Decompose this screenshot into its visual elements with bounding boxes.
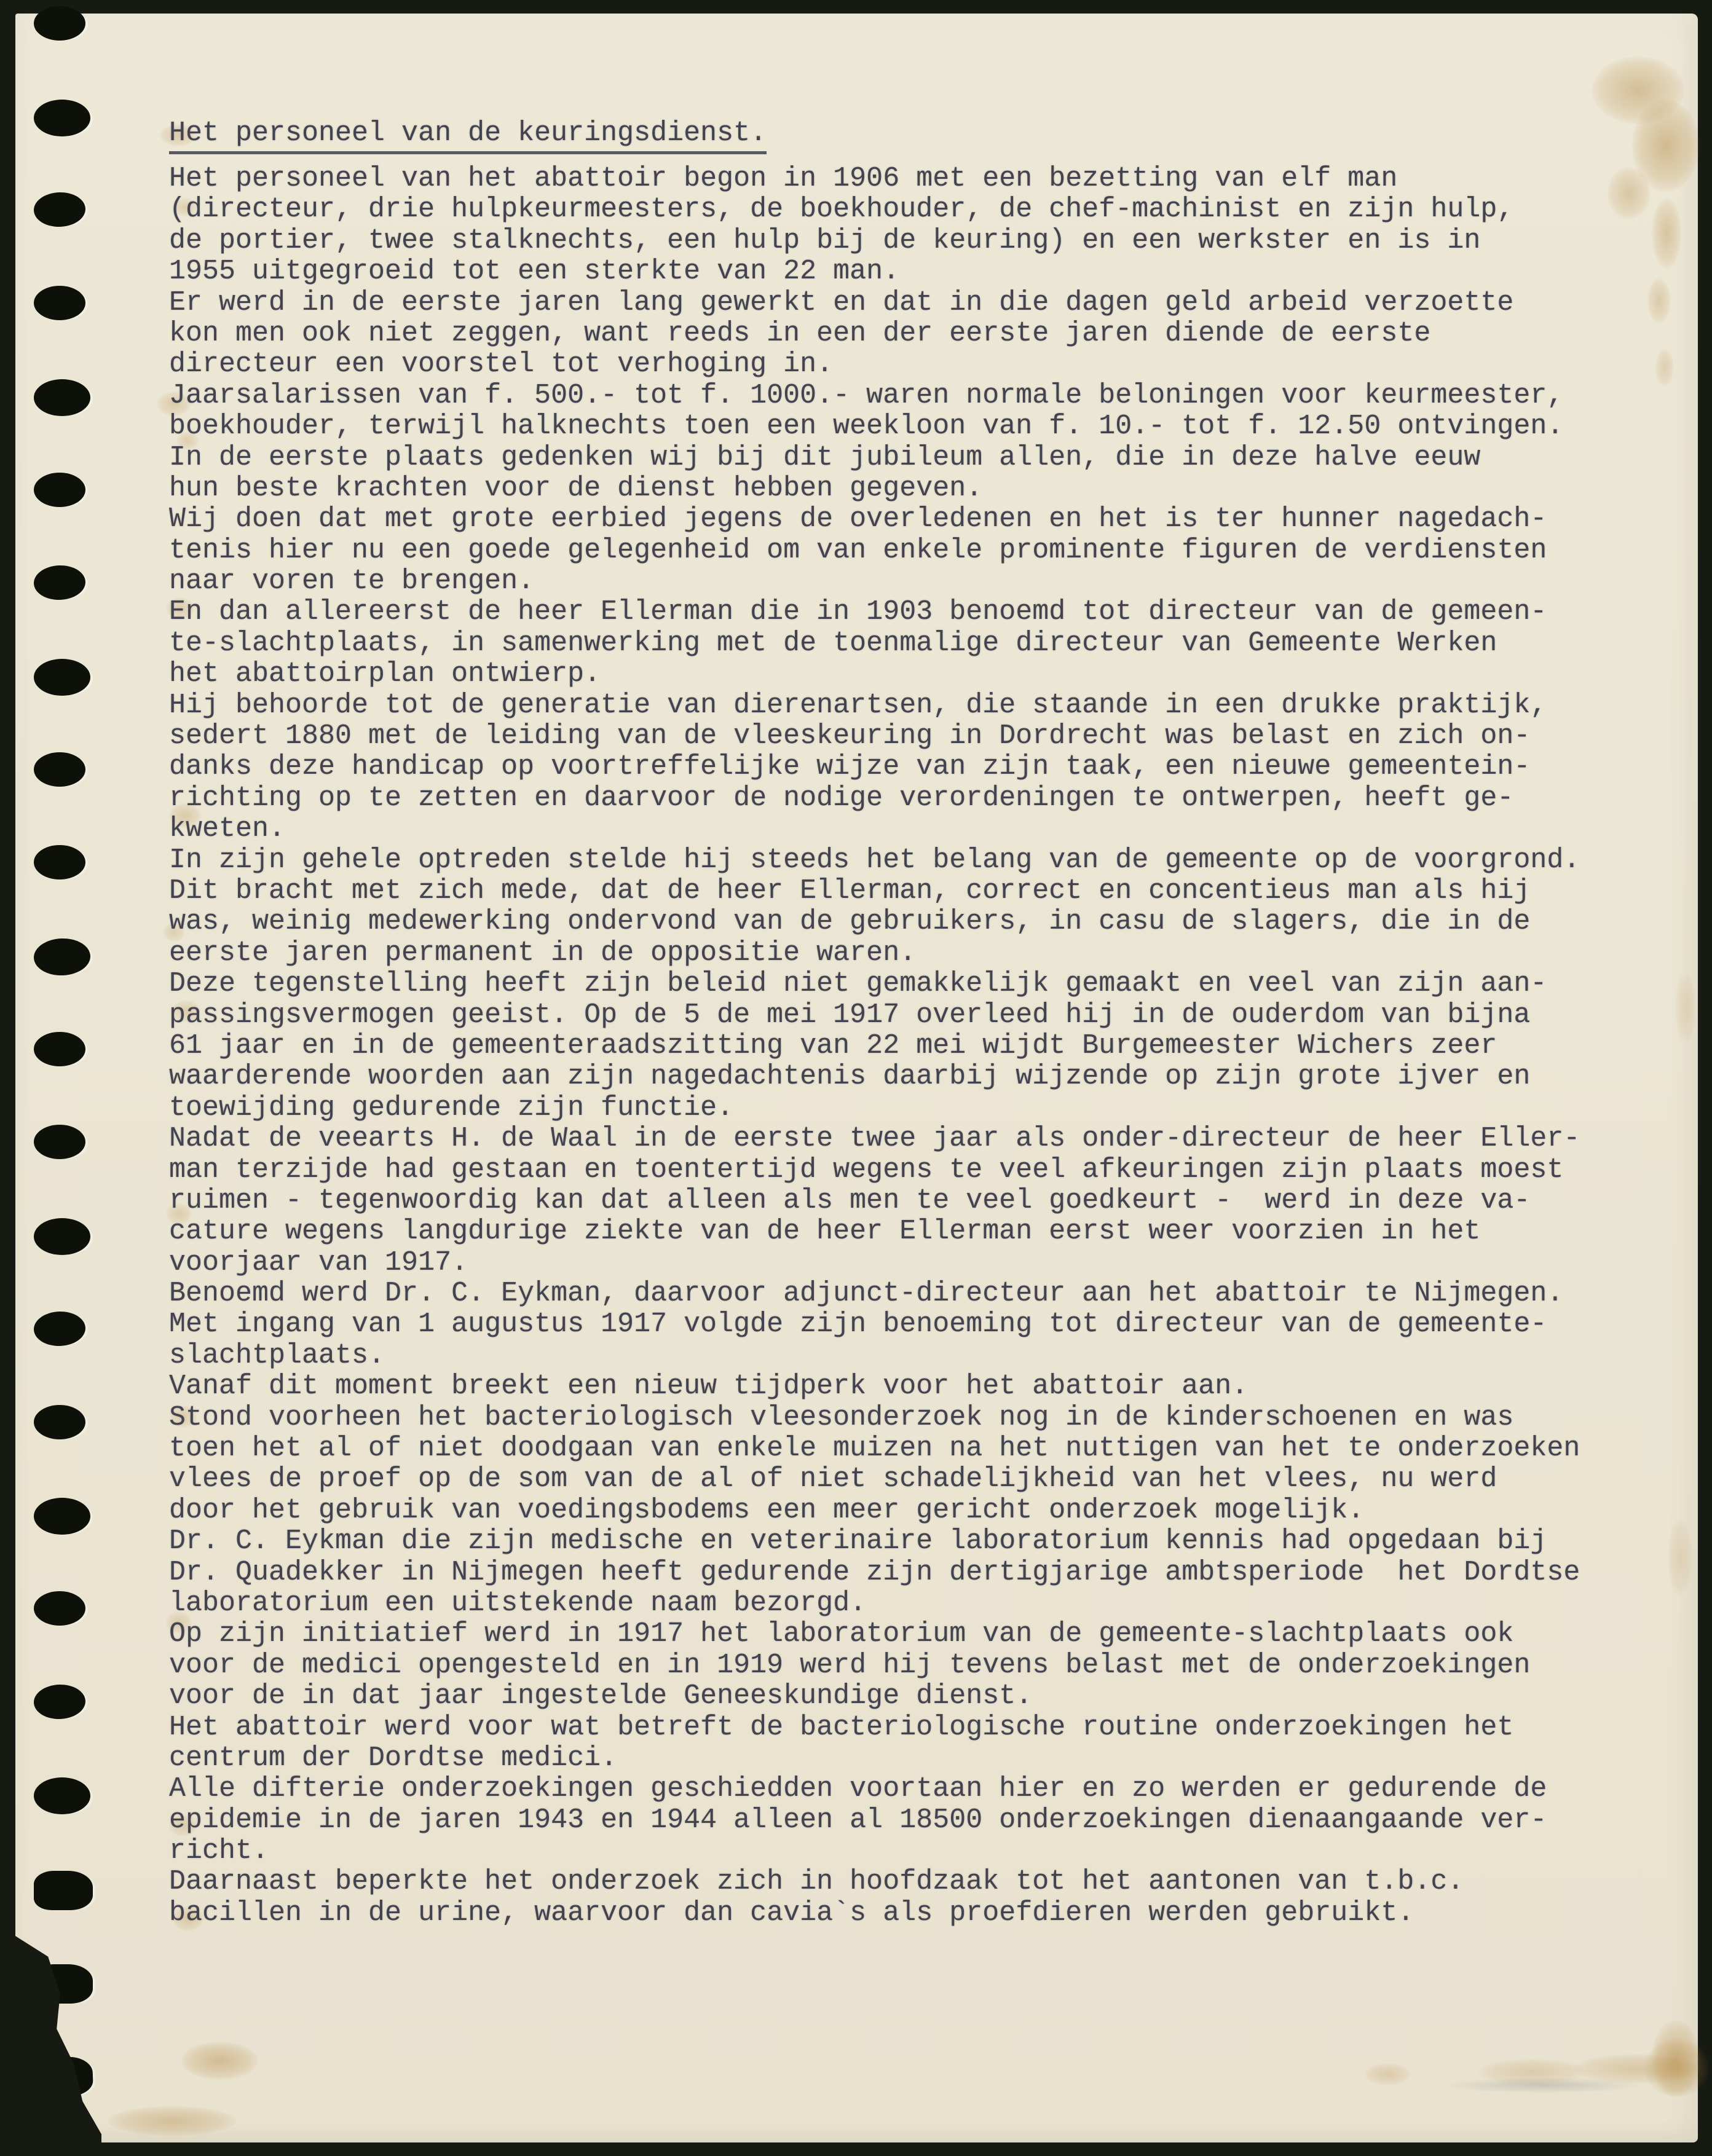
document-title: [169, 118, 767, 154]
text-line: laboratorium een uitstekende naam bezorgd.: [169, 1587, 867, 1619]
text-line: Met ingang van 1 augustus 1917 volgde zijn benoeming tot directeur van de gemeente-: [169, 1308, 1547, 1340]
text-line: waarderende woorden aan zijn nagedachtenis daarbij wijzende op zijn grote ijver en: [169, 1061, 1531, 1093]
text-line: passingsvermogen geeist. Op de 5 de mei 1917 overleed hij in de ouderdom van bijna: [169, 999, 1531, 1031]
punch-hole: [34, 1777, 90, 1814]
stain: [1632, 100, 1700, 192]
punch-hole: [34, 473, 85, 507]
text-line: toen het al of niet doodgaan van enkele muizen na het nuttigen van het te onderzoeken: [169, 1433, 1580, 1465]
stain: [181, 2042, 258, 2080]
text-line: kon men ook niet zeggen, want reeds in een der eerste jaren diende de eerste: [169, 317, 1431, 349]
text-line: sedert 1880 met de leiding van de vleeskeuring in Dordrecht was belast en zich on-: [169, 720, 1531, 752]
text-line: Alle difterie onderzoekingen geschiedden voortaan hier en zo werden er gedurende de: [169, 1773, 1547, 1805]
punch-hole: [34, 1125, 85, 1159]
text-line: Daarnaast beperkte het onderzoek zich in hoofdzaak tot het aantonen van t.b.c.: [169, 1866, 1464, 1898]
stain: [1478, 2059, 1586, 2085]
text-line: (directeur, drie hulpkeurmeesters, de boekhouder, de chef-machinist en zijn hulp,: [169, 194, 1514, 226]
text-line: cature wegens langdurige ziekte van de heer Ellerman eerst weer voorzien in het: [169, 1216, 1481, 1248]
text-line: centrum der Dordtse medici.: [169, 1742, 618, 1774]
punch-hole: [34, 1218, 90, 1255]
text-line: Het personeel van het abattoir begon in 1906 met een bezetting van elf man: [169, 163, 1398, 194]
text-line: ruimen - tegenwoordig kan dat alleen als men te veel goedkeurt - werd in deze va-: [169, 1184, 1531, 1216]
text-line: bacillen in de urine, waarvoor dan cavia`s als proefdieren werden gebruikt.: [169, 1897, 1414, 1929]
text-line: Dr. Quadekker in Nijmegen heeft gedurende zijn dertigjarige ambtsperiode het Dordtse: [169, 1556, 1580, 1588]
punch-hole: [34, 6, 85, 41]
stain: [1668, 1519, 1692, 1596]
text-line: vlees de proef op de som van de al of niet schadelijkheid van het vlees, nu werd: [169, 1463, 1497, 1495]
punch-hole: [34, 1032, 85, 1066]
stain: [1442, 2077, 1644, 2093]
stain: [1644, 2039, 1709, 2097]
text-line: Dit bracht met zich mede, dat de heer Ellerman, correct en concentieus man als hij: [169, 875, 1531, 907]
punch-hole: [33, 192, 86, 228]
text-line: voor de medici opengesteld en in 1919 werd hij tevens belast met de onderzoekingen: [169, 1649, 1531, 1681]
text-line: In zijn gehele optreden stelde hij steeds het belang van de gemeente op de voorgrond.: [169, 844, 1580, 876]
punch-hole: [34, 100, 90, 136]
text-line: tenis hier nu een goede gelegenheid om van enkele prominente figuren de verdiensten: [169, 534, 1547, 566]
punch-hole: [34, 1498, 90, 1535]
stain: [1365, 2063, 1411, 2085]
text-line: de portier, twee stalknechts, een hulp bij de keuring) en een werkster en is in: [169, 224, 1481, 256]
text-line: man terzijde had gestaan en toentertijd wegens te veel afkeuringen zijn plaats moest: [169, 1154, 1564, 1186]
text-line: was, weinig medewerking ondervond van de gebruikers, in casu de slagers, die in de: [169, 906, 1531, 938]
punch-hole: [34, 752, 85, 787]
text-line: 61 jaar en in de gemeenteraadszitting van 22 mei wijdt Burgemeester Wichers zeer: [169, 1029, 1497, 1061]
text-line: richting op te zetten en daarvoor de nodige verordeningen te ontwerpen, heeft ge-: [169, 782, 1514, 814]
text-line: Nadat de veearts H. de Waal in de eerste twee jaar als onder-directeur de heer Eller-: [169, 1123, 1580, 1155]
text-line: Hij behoorde tot de generatie van dierenartsen, die staande in een drukke praktijk,: [169, 689, 1547, 721]
text-line: voorjaar van 1917.: [169, 1246, 468, 1278]
text-line: te-slachtplaats, in samenwerking met de toenmalige directeur van Gemeente Werken: [169, 627, 1497, 659]
punch-hole: [34, 845, 85, 879]
text-line: Wij doen dat met grote eerbied jegens de overledenen en het is ter hunner nagedach-: [169, 503, 1547, 535]
text-line: richt.: [169, 1835, 269, 1867]
text-line: boekhouder, terwijl halknechts toen een weekloon van f. 10.- tot f. 12.50 ontvingen.: [169, 411, 1564, 443]
text-line: En dan allereerst de heer Ellerman die in 1903 benoemd tot directeur van de gemeen-: [169, 596, 1547, 628]
stain: [1647, 278, 1671, 324]
text-line: toewijding gedurende zijn functie.: [169, 1092, 734, 1123]
punch-hole: [34, 1871, 93, 1910]
document-body: [169, 163, 1580, 1929]
text-line: Jaarsalarissen van f. 500.- tot f. 1000.- waren normale beloningen voor keurmeester,: [169, 379, 1564, 411]
text-line: Benoemd werd Dr. C. Eykman, daarvoor adjunct-directeur aan het abattoir te Nijmegen.: [169, 1278, 1564, 1310]
text-line: Vanaf dit moment breekt een nieuw tijdperk voor het abattoir aan.: [169, 1371, 1248, 1403]
document-page: [15, 14, 1698, 2142]
punch-hole: [33, 937, 91, 976]
punch-hole: [34, 286, 85, 320]
text-line: hun beste krachten voor de dienst hebben gegeven.: [169, 472, 983, 504]
punch-hole: [33, 565, 86, 601]
punch-hole: [34, 659, 90, 696]
stain: [1652, 2020, 1700, 2097]
text-line: epidemie in de jaren 1943 en 1944 alleen al 18500 onderzoekingen dienaangaande ver-: [169, 1804, 1547, 1836]
text-line: 1955 uitgegroeid tot een sterkte van 22 man.: [169, 256, 900, 288]
text-line: In de eerste plaats gedenken wij bij dit jubileum allen, die in deze halve eeuw: [169, 441, 1481, 473]
text-line: Er werd in de eerste jaren lang gewerkt en dat in die dagen geld arbeid verzoette: [169, 286, 1514, 318]
stain: [1675, 972, 1696, 1043]
stain: [1655, 348, 1674, 387]
text-line: door het gebruik van voedingsbodems een meer gericht onderzoek mogelijk.: [169, 1494, 1365, 1526]
punch-hole: [34, 1405, 85, 1439]
text-line: Op zijn initiatief werd in 1917 het laboratorium van de gemeente-slachtplaats ook: [169, 1618, 1514, 1650]
punch-hole: [33, 1310, 86, 1347]
text-line: Deze tegenstelling heeft zijn beleid niet gemakkelijk gemaakt en veel van zijn aan-: [169, 968, 1547, 1000]
stain: [1592, 57, 1684, 124]
text-line: naar voren te brengen.: [169, 565, 535, 597]
stain: [1652, 198, 1681, 269]
stain: [1574, 2054, 1700, 2083]
punch-hole: [33, 1683, 86, 1720]
text-line: eerste jaren permanent in de oppositie waren.: [169, 937, 917, 969]
text-line: kweten.: [169, 813, 286, 845]
text-line: danks deze handicap op voortreffelijke wijze van zijn taak, een nieuwe gemeentein-: [169, 751, 1531, 783]
text-line: directeur een voorstel tot verhoging in.: [169, 348, 834, 380]
punch-hole: [34, 379, 90, 416]
punch-hole: [34, 1591, 85, 1626]
text-line: voor de in dat jaar ingestelde Geneeskundige dienst.: [169, 1680, 1033, 1712]
text-line: Het abattoir werd voor wat betreft de bacteriologische routine onderzoekingen het: [169, 1711, 1514, 1743]
text-line: slachtplaats.: [169, 1339, 385, 1371]
text-line: het abattoirplan ontwierp.: [169, 658, 601, 690]
stain: [1607, 167, 1651, 219]
text-line: Dr. C. Eykman die zijn medische en veterinaire laboratorium kennis had opgedaan bij: [169, 1525, 1547, 1557]
stain: [108, 2106, 237, 2136]
text-line: Stond voorheen het bacteriologisch vleesonderzoek nog in de kinderschoenen en was: [169, 1401, 1514, 1433]
page-title: Het personeel van de keuringsdienst.: [169, 118, 767, 154]
